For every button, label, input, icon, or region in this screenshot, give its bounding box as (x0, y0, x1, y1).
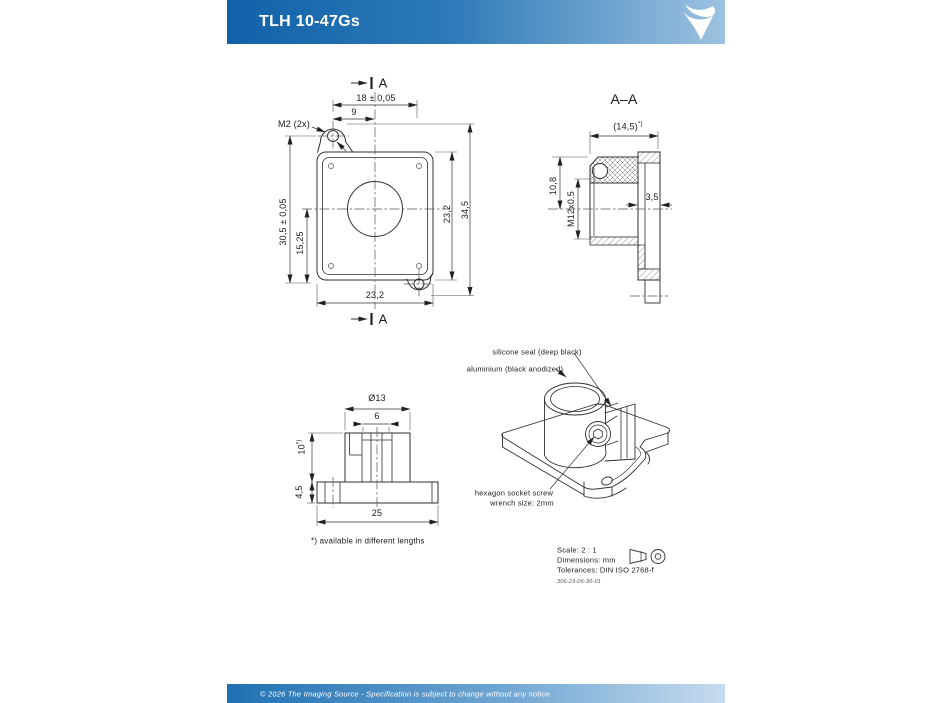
dim-label-34-5: 34,5 (460, 200, 470, 220)
footer-bar (227, 684, 725, 703)
callout-screw-line1: hexagon socket screw (474, 488, 554, 498)
title-block-tolerances: Tolerances: DIN ISO 2768-f (557, 565, 654, 575)
thread-label-m12: M12x0.5 (566, 191, 576, 227)
section-view-title: A–A (610, 91, 638, 107)
callout-screw-line2: wrench size: 2mm (490, 498, 554, 508)
front-view (285, 77, 474, 325)
callout-silicone-seal: silicone seal (deep black) (492, 347, 582, 357)
title-block-dimensions: Dimensions: mm (557, 555, 616, 565)
dim-label-23-2-right: 23,2 (442, 204, 452, 224)
copyright-text: © 2026 The Imaging Source - Specification is subject to change without any notice. (260, 689, 553, 698)
dim-label-23-2-bottom: 23,2 (365, 290, 385, 300)
iso-view (502, 353, 670, 498)
lengths-note: *) available in different lengths (311, 536, 425, 546)
section-arrow-label-top: A (378, 75, 388, 91)
callout-aluminium: aluminium (black anodized) (466, 364, 564, 374)
dim-label-d13: Ø13 (368, 393, 386, 403)
dim-label-6: 6 (374, 411, 380, 421)
dim-label-15-25: 15,25 (295, 231, 305, 255)
page-title: TLH 10-47Gs (259, 13, 361, 30)
dim-label-18: 18 ± 0,05 (356, 93, 396, 103)
section-arrow-label-bottom: A (378, 311, 388, 327)
dim-label-4-5: 4,5 (294, 485, 304, 499)
dim-label-14-5: (14,5)*) (613, 120, 643, 132)
projection-symbol-icon (630, 550, 665, 564)
dim-label-25: 25 (371, 508, 383, 518)
dim-label-9: 9 (351, 107, 357, 117)
dim-label-3-5: 3,5 (645, 192, 659, 202)
dim-label-10-8: 10,8 (548, 176, 558, 196)
dim-label-30-5: 30,5 ± 0,05 (278, 198, 288, 246)
title-block-scale: Scale: 2 : 1 (557, 545, 597, 555)
dim-label-10: 10*) (295, 439, 307, 455)
thread-label-m2: M2 (2x) (278, 119, 310, 129)
drawing-number: 306-23-06-30-01 (557, 579, 601, 585)
